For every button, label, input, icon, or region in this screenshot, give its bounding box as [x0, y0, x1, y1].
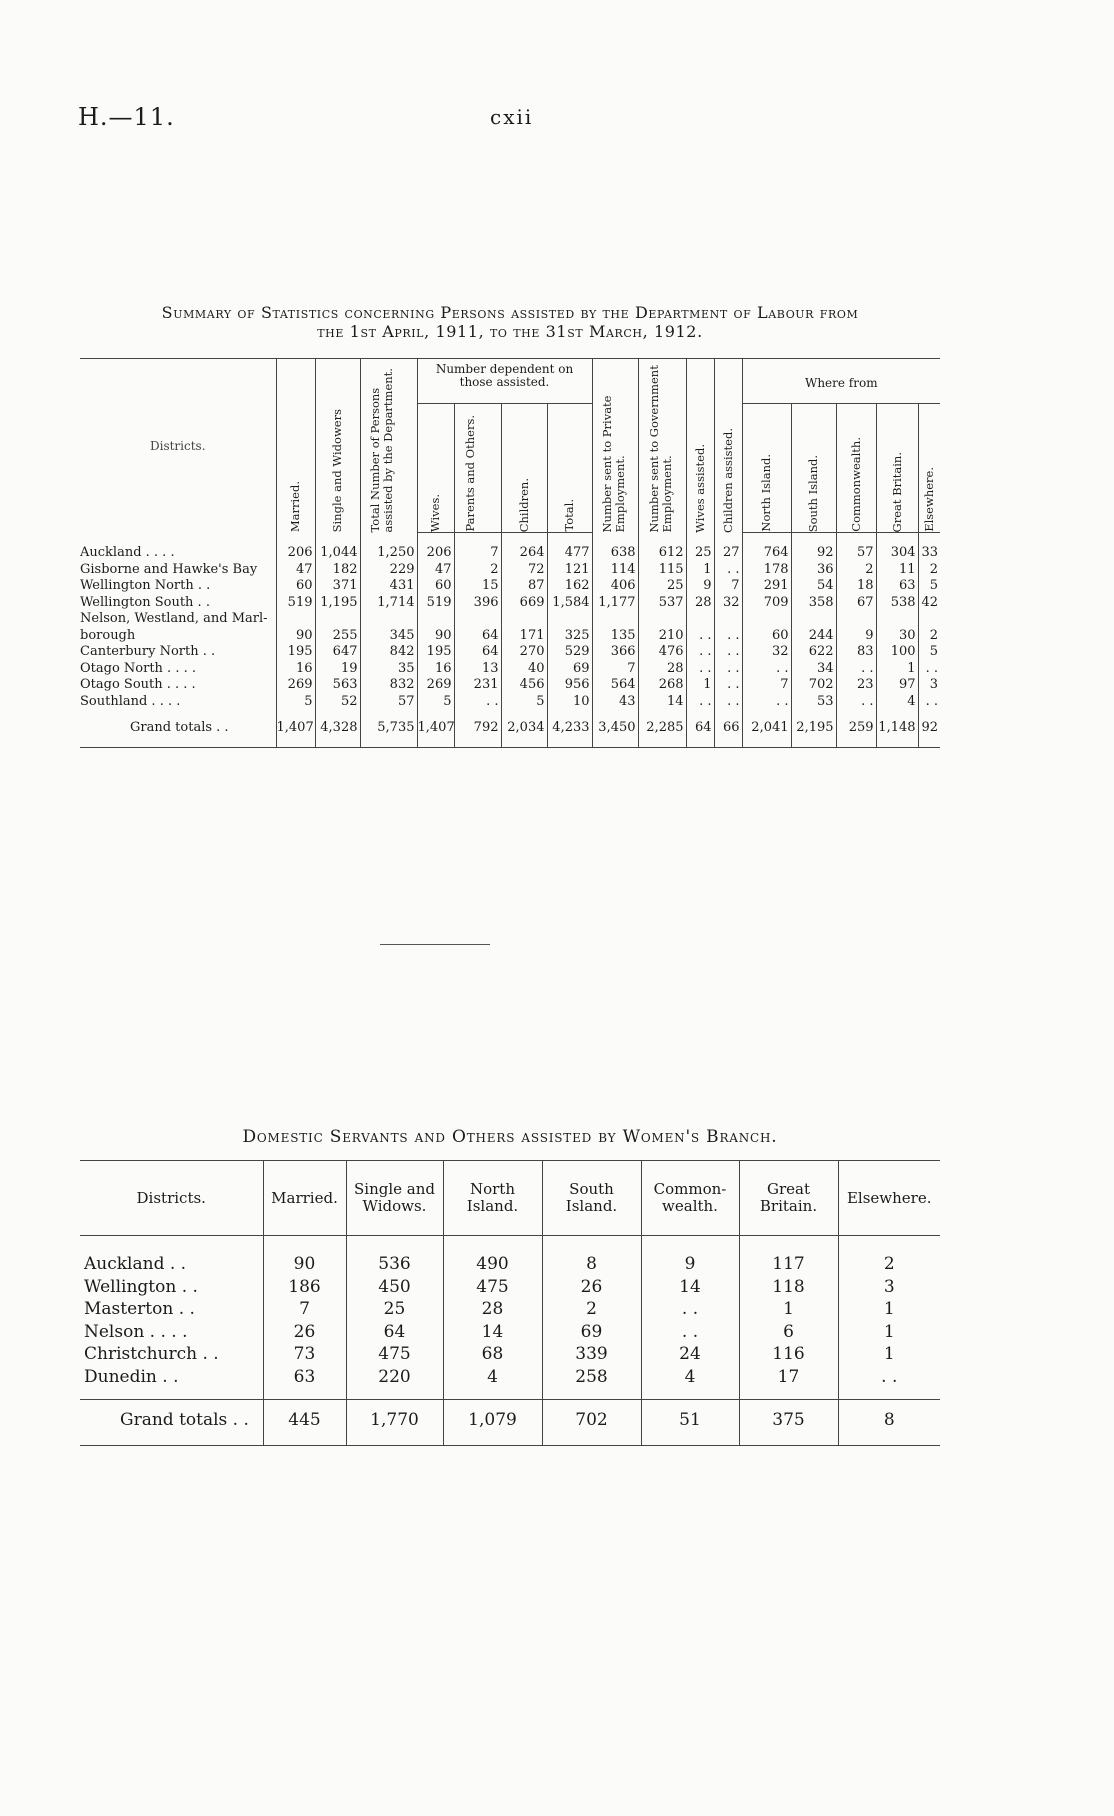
table-cell: . .: [686, 694, 714, 711]
total-cell: 2,041: [742, 710, 791, 747]
table-cell: 14: [641, 1276, 739, 1299]
table-cell: 186: [263, 1276, 346, 1299]
col-single: Single and Widowers: [315, 359, 360, 533]
table-cell: 2: [838, 1236, 940, 1276]
table-cell: 7: [592, 661, 638, 678]
table-cell: 304: [876, 533, 918, 562]
table-cell: 2: [542, 1298, 641, 1321]
column-header: Elsewhere.: [838, 1161, 940, 1236]
table-cell: 1,177: [592, 595, 638, 612]
table-cell: 73: [263, 1343, 346, 1366]
table-cell: 396: [454, 595, 501, 612]
table-cell: 54: [791, 578, 836, 595]
table-cell: 4: [443, 1366, 542, 1400]
table-cell: 90: [417, 611, 454, 644]
table-cell: 7: [742, 677, 791, 694]
table-cell: 34: [791, 661, 836, 678]
table-cell: 47: [276, 562, 315, 579]
table-cell: 1,714: [360, 595, 417, 612]
table-cell: 229: [360, 562, 417, 579]
table-cell: 564: [592, 677, 638, 694]
table-cell: 14: [638, 694, 686, 711]
table-cell: . .: [686, 661, 714, 678]
table-cell: 17: [739, 1366, 838, 1400]
table-cell: 25: [638, 578, 686, 595]
total-cell: 259: [836, 710, 876, 747]
table-cell: 8: [542, 1236, 641, 1276]
table-cell: 538: [876, 595, 918, 612]
col-children-assisted: Children assisted.: [714, 359, 742, 533]
table-row: [80, 1298, 940, 1321]
district-name: [80, 661, 276, 678]
total-cell: 1,407: [417, 710, 454, 747]
table-cell: 69: [542, 1321, 641, 1344]
table-cell: 63: [263, 1366, 346, 1400]
table-cell: 36: [791, 562, 836, 579]
table-cell: 1: [686, 562, 714, 579]
table-cell: 28: [686, 595, 714, 612]
table-cell: 35: [360, 661, 417, 678]
table-row: [80, 578, 940, 595]
table-cell: 23: [836, 677, 876, 694]
table-cell: 64: [346, 1321, 443, 1344]
table-cell: 269: [276, 677, 315, 694]
table-cell: 10: [547, 694, 592, 711]
table-cell: 519: [417, 595, 454, 612]
table-cell: 231: [454, 677, 501, 694]
table-cell: 2: [918, 562, 940, 579]
table-cell: 18: [836, 578, 876, 595]
table-row: [80, 644, 940, 661]
table-cell: 90: [263, 1236, 346, 1276]
column-header: Married.: [263, 1161, 346, 1236]
table-cell: 612: [638, 533, 686, 562]
table-cell: 709: [742, 595, 791, 612]
column-header: Common-wealth.: [641, 1161, 739, 1236]
table-cell: 28: [638, 661, 686, 678]
column-header: North Island.: [443, 1161, 542, 1236]
table-cell: . .: [838, 1366, 940, 1400]
district-name: Wellington . .: [84, 1276, 198, 1297]
table-cell: 92: [791, 533, 836, 562]
table-cell: 1: [838, 1321, 940, 1344]
table-cell: 64: [454, 644, 501, 661]
summary-table: [80, 358, 940, 748]
table-cell: 13: [454, 661, 501, 678]
district-name: [80, 694, 276, 711]
table-cell: 5: [417, 694, 454, 711]
table-cell: 64: [454, 611, 501, 644]
table-cell: . .: [641, 1298, 739, 1321]
table-cell: 647: [315, 644, 360, 661]
table-cell: 32: [742, 644, 791, 661]
table-cell: 4: [641, 1366, 739, 1400]
table-row: [80, 1236, 940, 1276]
total-cell: 375: [739, 1400, 838, 1446]
table-cell: 6: [739, 1321, 838, 1344]
col-districts: Districts.: [80, 359, 276, 533]
total-cell: 2,285: [638, 710, 686, 747]
col-great-britain: Great Britain.: [876, 404, 918, 533]
table-row: [80, 562, 940, 579]
table-cell: 3: [838, 1276, 940, 1299]
table-cell: 291: [742, 578, 791, 595]
column-header: Single and Widows.: [346, 1161, 443, 1236]
table-cell: 537: [638, 595, 686, 612]
table-row: [80, 1321, 940, 1344]
district-name: [80, 677, 276, 694]
table-cell: 450: [346, 1276, 443, 1299]
table-cell: 116: [739, 1343, 838, 1366]
table-cell: 622: [791, 644, 836, 661]
table-cell: 220: [346, 1366, 443, 1400]
table-row: [80, 533, 940, 562]
district-name: Nelson . . . .: [84, 1321, 188, 1342]
col-parents: Parents and Others.: [454, 404, 501, 533]
column-header: Great Britain.: [739, 1161, 838, 1236]
table-row: [80, 1366, 940, 1400]
table-cell: 206: [276, 533, 315, 562]
table-cell: 345: [360, 611, 417, 644]
table-cell: 9: [641, 1236, 739, 1276]
table-cell: . .: [742, 694, 791, 711]
table-cell: 325: [547, 611, 592, 644]
table-cell: 339: [542, 1343, 641, 1366]
district-name: Christchurch . .: [84, 1344, 219, 1364]
table-cell: 1: [876, 661, 918, 678]
table-cell: 476: [638, 644, 686, 661]
table-cell: 477: [547, 533, 592, 562]
table-cell: 60: [742, 611, 791, 644]
table-cell: 764: [742, 533, 791, 562]
table-cell: 1,044: [315, 533, 360, 562]
table-cell: . .: [686, 644, 714, 661]
table-row: [80, 694, 940, 711]
table-cell: 5: [918, 578, 940, 595]
table-cell: 669: [501, 595, 547, 612]
district-label: Otago North . . . .: [80, 660, 196, 676]
table-row: [80, 1343, 940, 1366]
table-cell: 5: [918, 644, 940, 661]
table-cell: 162: [547, 578, 592, 595]
table-cell: 2: [918, 611, 940, 644]
table-cell: 47: [417, 562, 454, 579]
table-cell: 2: [836, 562, 876, 579]
table-cell: 43: [592, 694, 638, 711]
table-cell: . .: [714, 611, 742, 644]
table-cell: 1,195: [315, 595, 360, 612]
table-cell: 68: [443, 1343, 542, 1366]
district-label: Auckland . . . .: [80, 545, 175, 560]
district-label: Otago South . . . .: [80, 677, 196, 692]
womens-branch-title: Domestic Servants and Others assisted by Women's Branch.: [242, 1127, 778, 1147]
table-cell: . .: [454, 694, 501, 711]
table-cell: 832: [360, 677, 417, 694]
table-cell: 244: [791, 611, 836, 644]
page-reference: H.—11.: [78, 103, 175, 131]
col-south-island: South Island.: [791, 404, 836, 533]
table-cell: 171: [501, 611, 547, 644]
table-cell: 135: [592, 611, 638, 644]
table-cell: 25: [686, 533, 714, 562]
table-cell: 258: [542, 1366, 641, 1400]
table-cell: 115: [638, 562, 686, 579]
totals-row: [80, 710, 940, 747]
table-cell: 114: [592, 562, 638, 579]
total-cell: 792: [454, 710, 501, 747]
table-cell: . .: [714, 677, 742, 694]
table-cell: 956: [547, 677, 592, 694]
table-cell: 57: [360, 694, 417, 711]
table-cell: 7: [714, 578, 742, 595]
table-cell: 24: [641, 1343, 739, 1366]
table-cell: 33: [918, 533, 940, 562]
col-married: Married.: [276, 359, 315, 533]
district-label: Southland . . . .: [80, 693, 181, 709]
table-cell: 26: [542, 1276, 641, 1299]
district-label: Nelson, Westland, and Marl-: [80, 611, 268, 626]
district-name: Masterton . .: [84, 1299, 195, 1319]
table-cell: 27: [714, 533, 742, 562]
table-cell: 16: [417, 661, 454, 678]
total-cell: 445: [263, 1400, 346, 1446]
table-cell: 268: [638, 677, 686, 694]
table-cell: 195: [276, 644, 315, 661]
table-cell: 529: [547, 644, 592, 661]
total-cell: 702: [542, 1400, 641, 1446]
table-cell: 210: [638, 611, 686, 644]
table-cell: 3: [918, 677, 940, 694]
table-cell: 52: [315, 694, 360, 711]
table-cell: . .: [742, 661, 791, 678]
table-cell: 25: [346, 1298, 443, 1321]
table-cell: 1: [686, 677, 714, 694]
table-cell: 7: [454, 533, 501, 562]
col-total: Total.: [547, 404, 592, 533]
table-cell: 269: [417, 677, 454, 694]
totals-label: Grand totals . .: [80, 710, 276, 747]
table-cell: 32: [714, 595, 742, 612]
table-cell: . .: [836, 661, 876, 678]
table-cell: 69: [547, 661, 592, 678]
col-group-where-from: Where from: [742, 359, 940, 404]
table-cell: 1,250: [360, 533, 417, 562]
district-label: Wellington South . .: [80, 594, 210, 610]
table-cell: . .: [918, 661, 940, 678]
table-cell: 72: [501, 562, 547, 579]
table-cell: 28: [443, 1298, 542, 1321]
district-name: [80, 595, 276, 612]
district-name: [80, 562, 276, 579]
table-cell: 9: [686, 578, 714, 595]
table-cell: 563: [315, 677, 360, 694]
table-cell: 40: [501, 661, 547, 678]
table-cell: 30: [876, 611, 918, 644]
col-government: Number sent to Government Employment.: [638, 359, 686, 533]
table-cell: 195: [417, 644, 454, 661]
col-wives-assisted: Wives assisted.: [686, 359, 714, 533]
total-cell: 66: [714, 710, 742, 747]
table-cell: 264: [501, 533, 547, 562]
table-cell: 9: [836, 611, 876, 644]
table-cell: 366: [592, 644, 638, 661]
total-cell: 4,328: [315, 710, 360, 747]
table-cell: 14: [443, 1321, 542, 1344]
table-cell: 118: [739, 1276, 838, 1299]
table-cell: . .: [714, 661, 742, 678]
total-cell: 8: [838, 1400, 940, 1446]
table-cell: 26: [263, 1321, 346, 1344]
table-row: [80, 1276, 940, 1299]
table-cell: 7: [263, 1298, 346, 1321]
table-cell: 536: [346, 1236, 443, 1276]
table-cell: 11: [876, 562, 918, 579]
total-cell: 5,735: [360, 710, 417, 747]
table-cell: 5: [501, 694, 547, 711]
table-cell: 83: [836, 644, 876, 661]
col-elsewhere: Elsewhere.: [918, 404, 940, 533]
table-cell: 475: [443, 1276, 542, 1299]
district-name: [80, 578, 276, 595]
total-cell: 1,770: [346, 1400, 443, 1446]
table-cell: 100: [876, 644, 918, 661]
table-cell: 60: [276, 578, 315, 595]
col-total-persons: Total Number of Persons assisted by the Department.: [360, 359, 417, 533]
table-cell: 702: [791, 677, 836, 694]
table-row: [80, 661, 940, 678]
col-north-island: North Island.: [742, 404, 791, 533]
table-cell: 1: [838, 1343, 940, 1366]
table-cell: 15: [454, 578, 501, 595]
total-cell: 3,450: [592, 710, 638, 747]
table-cell: 90: [276, 611, 315, 644]
table-cell: 431: [360, 578, 417, 595]
table-cell: 1: [739, 1298, 838, 1321]
total-cell: 64: [686, 710, 714, 747]
table-cell: 358: [791, 595, 836, 612]
table-cell: 2: [454, 562, 501, 579]
table-cell: 117: [739, 1236, 838, 1276]
table-cell: 406: [592, 578, 638, 595]
district-name: Auckland . .: [84, 1254, 187, 1274]
district-name: [80, 611, 276, 644]
table-cell: . .: [714, 644, 742, 661]
table-cell: 60: [417, 578, 454, 595]
district-name: [80, 644, 276, 661]
table-cell: . .: [714, 694, 742, 711]
table-cell: 842: [360, 644, 417, 661]
table-cell: 1: [838, 1298, 940, 1321]
column-header: Districts.: [80, 1161, 263, 1236]
district-label: Wellington North . .: [80, 578, 211, 593]
table-cell: . .: [918, 694, 940, 711]
table-cell: 270: [501, 644, 547, 661]
table-cell: . .: [686, 611, 714, 644]
district-label-cont: borough: [80, 627, 136, 643]
col-private: Number sent to Private Employment.: [592, 359, 638, 533]
totals-row: [80, 1400, 940, 1446]
col-group-dependents: Number dependent on those assisted.: [417, 359, 592, 404]
total-cell: 92: [918, 710, 940, 747]
table-cell: 456: [501, 677, 547, 694]
col-commonwealth: Commonwealth.: [836, 404, 876, 533]
table-cell: 53: [791, 694, 836, 711]
table-cell: 5: [276, 694, 315, 711]
total-cell: 1,079: [443, 1400, 542, 1446]
summary-title: [80, 303, 940, 341]
table-cell: 206: [417, 533, 454, 562]
table-cell: 4: [876, 694, 918, 711]
district-label: Gisborne and Hawke's Bay: [80, 561, 258, 577]
total-cell: 2,195: [791, 710, 836, 747]
table-cell: 121: [547, 562, 592, 579]
table-row: [80, 677, 940, 694]
total-cell: 51: [641, 1400, 739, 1446]
table-cell: . .: [714, 562, 742, 579]
table-cell: 97: [876, 677, 918, 694]
summary-title-line-2: the 1st April, 1911, to the 31st March, 1912.: [317, 322, 703, 341]
table-cell: 519: [276, 595, 315, 612]
table-cell: . .: [836, 694, 876, 711]
table-row: [80, 595, 940, 612]
table-cell: 178: [742, 562, 791, 579]
table-cell: 42: [918, 595, 940, 612]
table-cell: 475: [346, 1343, 443, 1366]
district-label: Canterbury North . .: [80, 644, 216, 659]
table-cell: 1,584: [547, 595, 592, 612]
col-children: Children.: [501, 404, 547, 533]
total-cell: 1,148: [876, 710, 918, 747]
table-cell: 57: [836, 533, 876, 562]
total-cell: 1,407: [276, 710, 315, 747]
table-row: [80, 611, 940, 644]
table-cell: 371: [315, 578, 360, 595]
table-cell: 638: [592, 533, 638, 562]
district-name: [80, 533, 276, 562]
district-name: Dunedin . .: [84, 1366, 179, 1387]
summary-title-line-1: Summary of Statistics concerning Persons assisted by the Department of Labour from: [161, 303, 859, 322]
table-cell: 87: [501, 578, 547, 595]
table-cell: 19: [315, 661, 360, 678]
table-cell: . .: [641, 1321, 739, 1344]
table-cell: 63: [876, 578, 918, 595]
table-cell: 255: [315, 611, 360, 644]
table-cell: 16: [276, 661, 315, 678]
col-wives: Wives.: [417, 404, 454, 533]
section-divider: [380, 944, 490, 945]
womens-branch-table: [80, 1160, 940, 1446]
total-cell: 2,034: [501, 710, 547, 747]
table-cell: 490: [443, 1236, 542, 1276]
page-number: cxii: [490, 105, 534, 129]
total-cell: 4,233: [547, 710, 592, 747]
table-cell: 67: [836, 595, 876, 612]
table-cell: 182: [315, 562, 360, 579]
totals-label: Grand totals . .: [80, 1400, 263, 1446]
column-header: South Island.: [542, 1161, 641, 1236]
